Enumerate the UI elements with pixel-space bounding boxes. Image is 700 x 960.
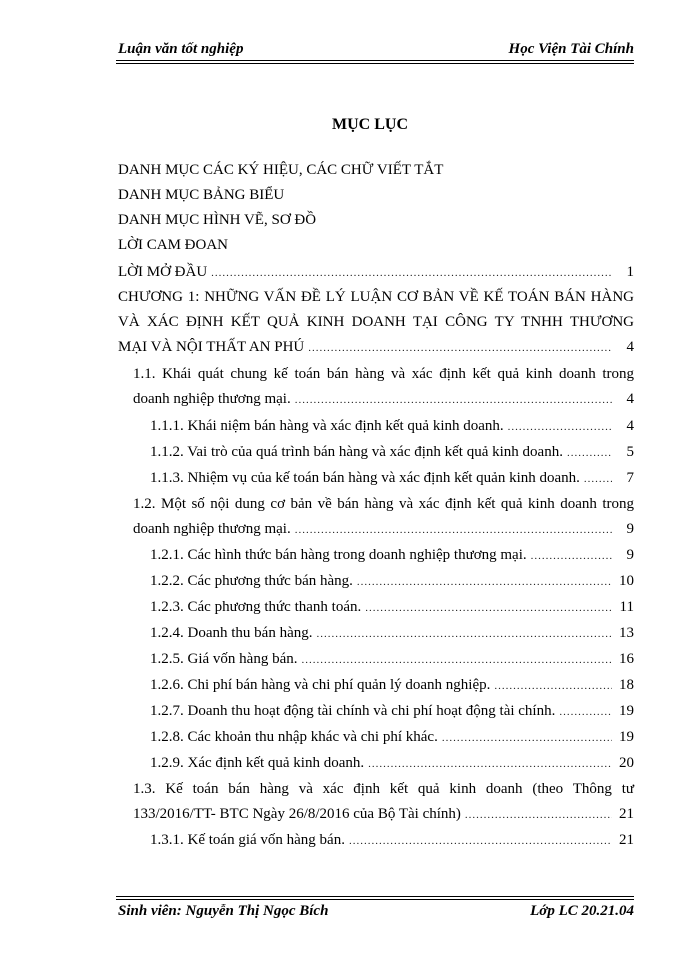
toc-page-number: 13 bbox=[619, 625, 634, 641]
toc-page-number: 4 bbox=[626, 339, 634, 355]
toc-page-number: 4 bbox=[626, 391, 634, 407]
toc-entry-1-2-2[interactable]: 1.2.2. Các phương thức bán hàng. ..... 10 bbox=[150, 569, 634, 594]
page-title: MỤC LỤC bbox=[332, 116, 408, 133]
toc-entry-1-2-8[interactable]: 1.2.8. Các khoản thu nhập khác và chi phí khác. ..... 19 bbox=[150, 725, 634, 750]
dot-leader bbox=[295, 518, 612, 543]
page-footer bbox=[118, 903, 634, 925]
toc-page-number: 21 bbox=[619, 806, 634, 822]
toc-page-number: 1 bbox=[626, 264, 634, 280]
dot-leader bbox=[295, 388, 612, 413]
toc-entry-1-2-7[interactable]: 1.2.7. Doanh thu hoạt động tài chính và chi phí hoạt động tài chính. ..... 19 bbox=[150, 699, 634, 724]
footer-class: Lớp LC 20.21.04 bbox=[530, 903, 634, 919]
toc-entry-1-1-1[interactable]: 1.1.1. Khái niệm bán hàng và xác định kết quả kinh doanh. ..... 4 bbox=[150, 414, 634, 439]
toc-entry-list-figures[interactable]: DANH MỤC HÌNH VẼ, SƠ ĐỒ bbox=[118, 212, 317, 228]
toc-page-number: 11 bbox=[619, 599, 634, 615]
toc-entry-1-1-3[interactable]: 1.1.3. Nhiệm vụ của kế toán bán hàng và xác định kết quản kinh doanh. ..... 7 bbox=[150, 466, 634, 491]
header-institution: Học Viện Tài Chính bbox=[508, 41, 634, 57]
toc-page-number: 18 bbox=[619, 677, 634, 693]
dot-leader bbox=[211, 261, 612, 286]
toc-entry-1-2-9[interactable]: 1.2.9. Xác định kết quả kinh doanh. ..... 20 bbox=[150, 751, 634, 776]
toc-entry-1-1-2[interactable]: 1.1.2. Vai trò của quá trình bán hàng và xác định kết quả kinh doanh. ..... 5 bbox=[150, 440, 634, 465]
dot-leader bbox=[301, 648, 612, 673]
toc-entry-intro[interactable] bbox=[118, 260, 634, 285]
toc-page-number: 19 bbox=[619, 729, 634, 745]
dot-leader bbox=[559, 700, 612, 725]
toc-page-number: 10 bbox=[619, 573, 634, 589]
toc-entry-list-symbols[interactable]: DANH MỤC CÁC KÝ HIỆU, CÁC CHỮ VIẾT TẮT bbox=[118, 162, 444, 178]
dot-leader bbox=[308, 336, 612, 361]
dot-leader bbox=[365, 596, 612, 621]
footer-rule-thin bbox=[116, 896, 634, 897]
dot-leader bbox=[531, 544, 612, 569]
dot-leader bbox=[465, 803, 612, 828]
toc-page-number: 16 bbox=[619, 651, 634, 667]
toc-entry-1-3[interactable]: 1.3. Kế toán bán hàng và xác định kết quả kinh doanh (theo Thông tư 133/2016/TT- BTC Ngày 26/8/2016 của Bộ Tài chính) ..... 21 bbox=[133, 777, 634, 827]
toc-entry-1-2-4[interactable]: 1.2.4. Doanh thu bán hàng. ..... 13 bbox=[150, 621, 634, 646]
header-rule-thin bbox=[116, 63, 634, 64]
toc-page-number: 5 bbox=[626, 444, 634, 460]
toc-page-number: 9 bbox=[626, 521, 634, 537]
toc-page-number: 21 bbox=[619, 832, 634, 848]
dot-leader bbox=[316, 622, 612, 647]
dot-leader bbox=[357, 570, 612, 595]
toc-entry-1-2-3[interactable]: 1.2.3. Các phương thức thanh toán. ..... 11 bbox=[150, 595, 634, 620]
footer-student-name: Sinh viên: Nguyễn Thị Ngọc Bích bbox=[118, 903, 329, 919]
toc-entry-1-2[interactable]: 1.2. Một số nội dung cơ bản về bán hàng và xác định kết quả kinh doanh trong doanh nghiệp thương mại. ..... 9 bbox=[133, 492, 634, 542]
dot-leader bbox=[584, 467, 612, 492]
toc-entry-1-1[interactable]: 1.1. Khái quát chung kế toán bán hàng và xác định kết quả kinh doanh trong doanh nghiệp thương mại. ..... 4 bbox=[133, 362, 634, 412]
dot-leader bbox=[508, 415, 612, 440]
toc-page-number: 4 bbox=[626, 418, 634, 434]
header-thesis-label: Luận văn tốt nghiệp bbox=[118, 41, 244, 57]
toc-entry-1-2-6[interactable]: 1.2.6. Chi phí bán hàng và chi phí quản lý doanh nghiệp. ..... 18 bbox=[150, 673, 634, 698]
toc-entry-1-3-1[interactable]: 1.3.1. Kế toán giá vốn hàng bán. ..... 21 bbox=[150, 828, 634, 853]
toc-page-number: 9 bbox=[626, 547, 634, 563]
dot-leader bbox=[442, 726, 612, 751]
dot-leader bbox=[368, 752, 612, 777]
toc-entry-1-2-5[interactable]: 1.2.5. Giá vốn hàng bán. ..... 16 bbox=[150, 647, 634, 672]
toc-page-number: 20 bbox=[619, 755, 634, 771]
header-rule bbox=[116, 60, 634, 61]
toc-entry-chapter-1[interactable]: CHƯƠNG 1: NHỮNG VẤN ĐỀ LÝ LUẬN CƠ BẢN VỀ KẾ TOÁN BÁN HÀNG VÀ XÁC ĐỊNH KẾT QUẢ KINH DOANH TẠI CÔNG TY TNHH THƯƠNG MẠI VÀ NỘI THẤT AN PHÚ ..... 4 bbox=[118, 285, 634, 360]
dot-leader bbox=[567, 441, 612, 466]
footer-rule bbox=[116, 899, 634, 900]
page-header bbox=[118, 38, 634, 60]
toc-page-number: 7 bbox=[626, 470, 634, 486]
toc-entry-1-2-1[interactable]: 1.2.1. Các hình thức bán hàng trong doanh nghiệp thương mại. ..... 9 bbox=[150, 543, 634, 568]
dot-leader bbox=[349, 829, 612, 854]
toc-entry-text: LỜI MỞ ĐẦU bbox=[118, 264, 208, 280]
dot-leader bbox=[494, 674, 612, 699]
toc-entry-declaration[interactable]: LỜI CAM ĐOAN bbox=[118, 237, 228, 253]
toc-entry-list-tables[interactable]: DANH MỤC BẢNG BIỂU bbox=[118, 187, 285, 203]
toc-page-number: 19 bbox=[619, 703, 634, 719]
